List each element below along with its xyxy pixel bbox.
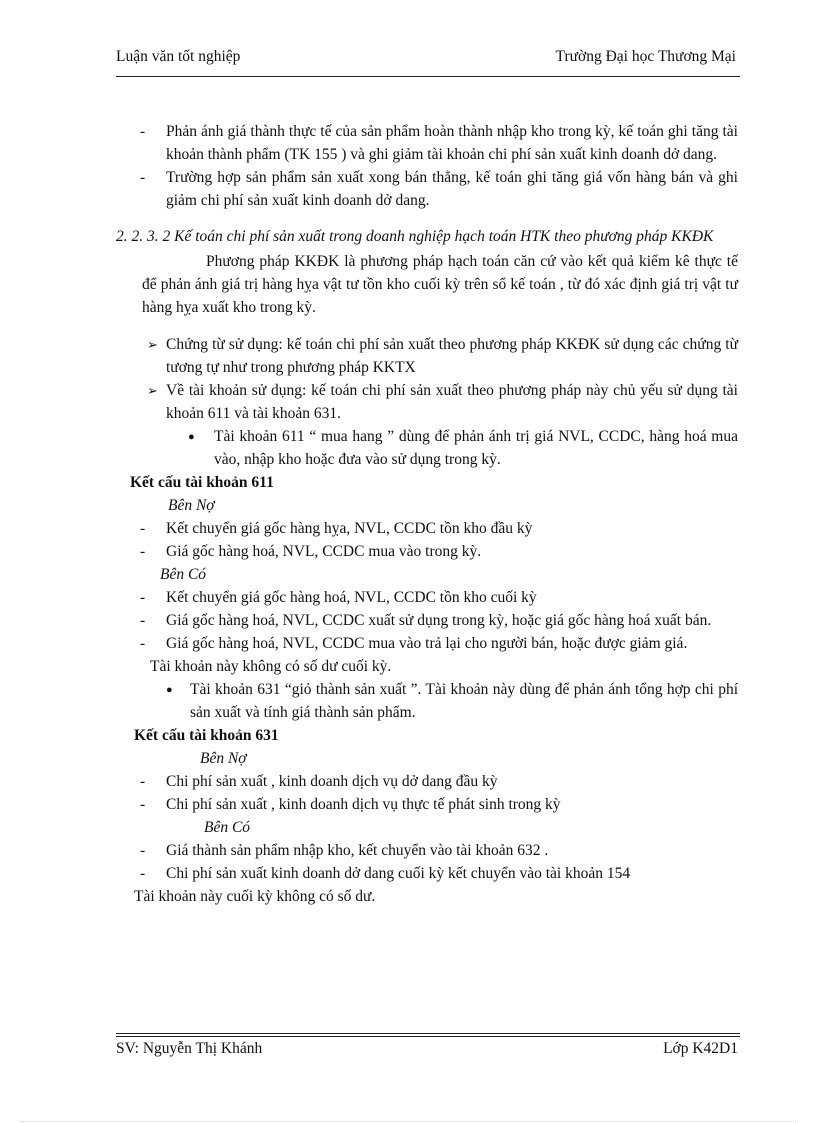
page-content xyxy=(116,120,738,908)
dash-mark: - xyxy=(140,123,146,140)
bullet-item-631 xyxy=(116,678,738,724)
tk631-credit-item xyxy=(116,839,738,862)
page-header xyxy=(116,48,736,74)
tk611-credit-text: Giá gốc hàng hoá, NVL, CCDC mua vào trả lại cho người bán, hoặc được giảm giá. xyxy=(166,635,688,652)
arrow-item xyxy=(116,333,738,379)
tk611-debit-label: Bên Nợ xyxy=(168,497,215,514)
tk611-debit-item xyxy=(116,517,738,540)
dash-mark: - xyxy=(140,520,146,537)
tk631-credit-text: Giá thành sản phẩm nhập kho, kết chuyển vào tài khoản 632 . xyxy=(166,842,549,859)
tk631-debit-text: Chi phí sản xuất , kinh doanh dịch vụ dở dang đầu kỳ xyxy=(166,773,498,790)
intro-item-text: Phản ánh giá thành thực tế của sản phẩm hoàn thành nhập kho trong kỳ, kế toán ghi tăng tài khoản thành phẩm (TK 155 ) và ghi giảm tài khoản chi phí sản xuất kinh doanh dở dang. xyxy=(166,123,738,163)
intro-paragraph: Phương pháp KKĐK là phương pháp hạch toán căn cứ vào kết quả kiểm kê thực tế để phản ánh giá trị hàng hỵa vật tư tồn kho cuối kỳ trên sổ kế toán , từ đó xác định giá trị vật tư hàng hỵa xuất kho trong kỳ. xyxy=(142,253,738,316)
arrow-mark: ➢ xyxy=(147,383,158,398)
tk631-note: Tài khoản này cuối kỳ không có số dư. xyxy=(134,888,376,905)
tk611-debit-text: Kết chuyển giá gốc hàng hỵa, NVL, CCDC tồn kho đầu kỳ xyxy=(166,520,533,537)
dash-mark: - xyxy=(140,773,146,790)
bullet-item-611 xyxy=(116,425,738,471)
intro-item xyxy=(116,120,738,166)
tk611-credit-item xyxy=(116,586,738,609)
tk611-debit-text: Giá gốc hàng hoá, NVL, CCDC mua vào trong kỳ. xyxy=(166,543,482,560)
arrow-mark: ➢ xyxy=(147,337,158,352)
tk611-credit-item xyxy=(116,609,738,632)
tk631-debit-text: Chi phí sản xuất , kinh doanh dịch vụ thực tế phát sinh trong kỳ xyxy=(166,796,561,813)
bullet-mark: ● xyxy=(188,431,195,443)
dash-mark: - xyxy=(140,842,146,859)
tk631-debit-label: Bên Nợ xyxy=(200,750,247,767)
tk611-credit-item xyxy=(116,632,738,655)
arrow-item-text: Chứng từ sử dụng: kế toán chi phí sản xuất theo phương pháp KKĐK sử dụng các chứng từ tương tự như trong phương pháp KKTX xyxy=(166,336,738,376)
tk611-credit-label: Bên Có xyxy=(160,566,207,583)
tk631-heading: Kết cấu tài khoản 631 xyxy=(134,727,279,744)
dash-mark: - xyxy=(140,169,146,186)
bullet-611-text: Tài khoản 611 “ mua hang ” dùng để phản ánh trị giá NVL, CCDC, hàng hoá mua vào, nhập kho hoặc đưa vào sử dụng trong kỳ. xyxy=(214,428,738,468)
intro-item xyxy=(116,166,738,212)
tk611-credit-text: Giá gốc hàng hoá, NVL, CCDC xuất sử dụng trong kỳ, hoặc giá gốc hàng hoá xuất bán. xyxy=(166,612,712,629)
bullet-631-text: Tài khoản 631 “giỏ thành sản xuất ”. Tài khoản này dùng để phản ánh tổng hợp chi phí sản xuất và tính giá thành sản phẩm. xyxy=(190,681,738,721)
tk611-heading: Kết cấu tài khoản 611 xyxy=(130,474,274,491)
header-rule xyxy=(116,76,740,77)
tk611-note: Tài khoản này không có số dư cuối kỳ. xyxy=(150,658,392,675)
tk611-credit-text: Kết chuyển giá gốc hàng hoá, NVL, CCDC tồn kho cuối kỳ xyxy=(166,589,537,606)
header-right: Trường Đại học Thương Mại xyxy=(555,48,736,65)
tk631-credit-label: Bên Có xyxy=(204,819,251,836)
arrow-item xyxy=(116,379,738,425)
dash-mark: - xyxy=(140,796,146,813)
footer-right: Lớp K42D1 xyxy=(663,1040,738,1057)
tk631-credit-text: Chi phí sản xuất kinh doanh dở dang cuối kỳ kết chuyển vào tài khoản 154 xyxy=(166,865,631,882)
dash-mark: - xyxy=(140,635,146,652)
dash-mark: - xyxy=(140,589,146,606)
footer-left: SV: Nguyễn Thị Khánh xyxy=(116,1040,263,1057)
tk611-debit-item xyxy=(116,540,738,563)
arrow-item-text: Về tài khoản sử dụng: kế toán chi phí sản xuất theo phương pháp này chủ yếu sử dụng tài khoản 611 và tài khoản 631. xyxy=(166,382,738,422)
dash-mark: - xyxy=(140,612,146,629)
bullet-mark: ● xyxy=(166,684,173,696)
dash-mark: - xyxy=(140,543,146,560)
header-left: Luận văn tốt nghiệp xyxy=(116,48,241,65)
page-footer xyxy=(116,1040,738,1058)
intro-item-text: Trường hợp sản phẩm sản xuất xong bán thẳng, kế toán ghi tăng giá vốn hàng bán và ghi giảm chi phí sản xuất kinh doanh dở dang. xyxy=(166,169,738,209)
footer-rule xyxy=(116,1036,740,1037)
section-heading: 2. 2. 3. 2 Kế toán chi phí sản xuất trong doanh nghiệp hạch toán HTK theo phương pháp KKĐK xyxy=(116,228,714,245)
tk631-credit-item xyxy=(116,862,738,885)
tk631-debit-item xyxy=(116,770,738,793)
tk631-debit-item xyxy=(116,793,738,816)
footer-rule xyxy=(116,1033,740,1034)
page-edge-divider xyxy=(20,1121,796,1122)
dash-mark: - xyxy=(140,865,146,882)
